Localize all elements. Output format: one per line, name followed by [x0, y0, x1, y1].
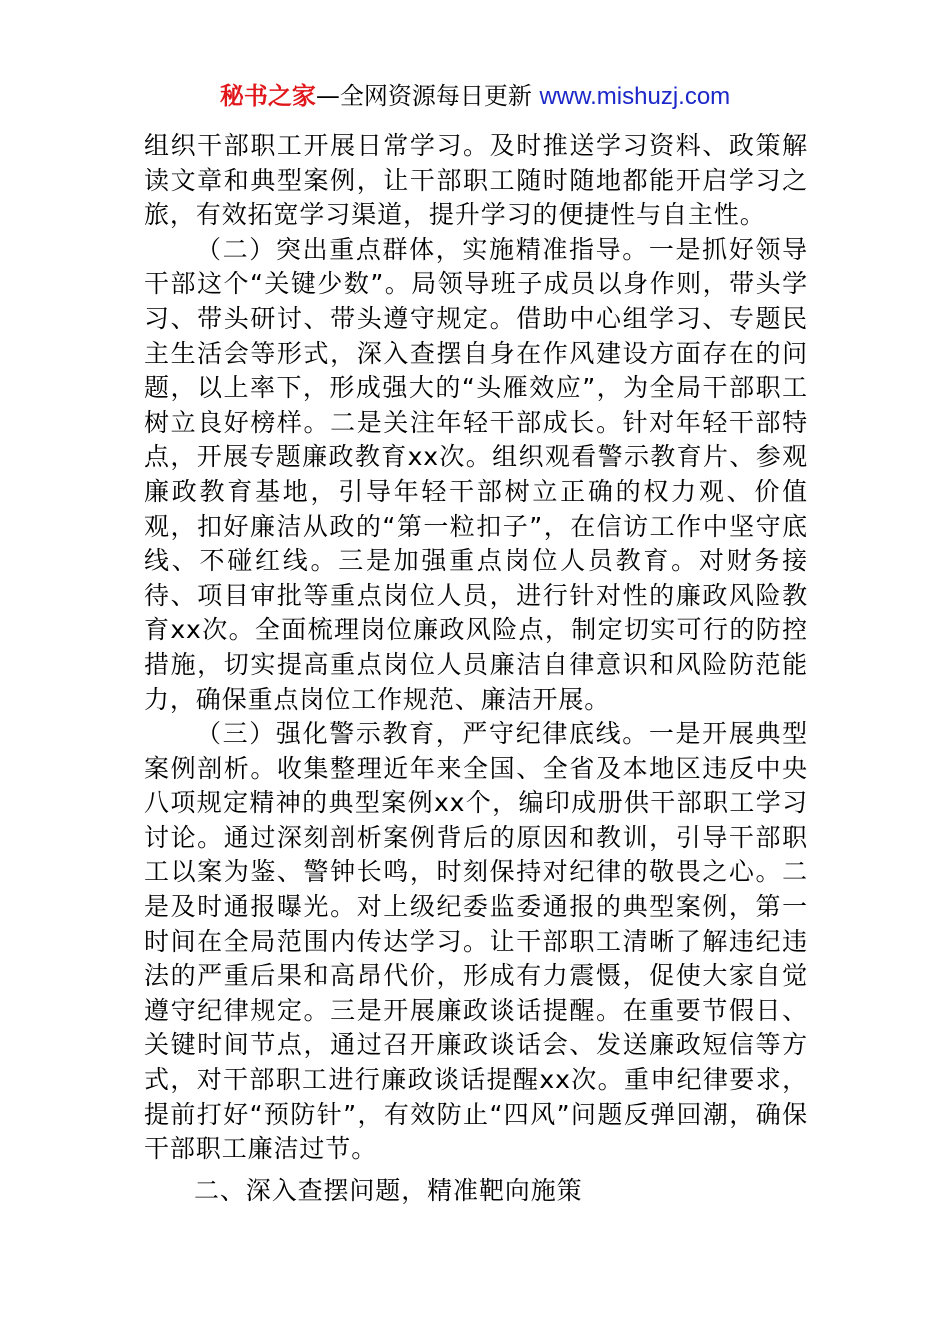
site-url-link[interactable]: www.mishuzj.com: [539, 83, 731, 110]
section-heading: 二、深入查摆问题，精准靶向施策: [194, 1175, 583, 1205]
header-tagline: —全网资源每日更新: [315, 82, 540, 110]
paragraph-warning-education: （三）强化警示教育，严守纪律底线。一是开展典型案例剖析。收集整理近年来全国、全省及本地区违反中央八项规定精神的典型案例xx个，编印成册供干部职工学习讨论。通过深刻剖析案例背后的原因和教训，引导干部职工以案为鉴、警钟长鸣，时刻保持对纪律的敬畏之心。二是及时通报曝光。对上级纪委监委通报的典型案例，第一时间在全局范围内传达学习。让干部职工清晰了解违纪违法的严重后果和高昂代价，形成有力震慑，促使大家自觉遵守纪律规定。三是开展廉政谈话提醒。在重要节假日、关键时间节点，通过召开廉政谈话会、发送廉政短信等方式，对干部职工进行廉政谈话提醒xx次。重申纪律要求，提前打好“预防针”，有效防止“四风”问题反弹回潮，确保干部职工廉洁过节。: [144, 719, 808, 1164]
brand-name: 秘书之家: [219, 82, 316, 110]
site-header: [0, 78, 950, 115]
paragraph-continuation: 组织干部职工开展日常学习。及时推送学习资料、政策解读文章和典型案例，让干部职工随时随地都能开启学习之旅，有效拓宽学习渠道，提升学习的便捷性与自主性。: [144, 131, 808, 230]
paragraph-key-groups: （二）突出重点群体，实施精准指导。一是抓好领导干部这个“关键少数”。局领导班子成员以身作则，带头学习、带头研讨、带头遵守规定。借助中心组学习、专题民主生活会等形式，深入查摆自身在作风建设方面存在的问题，以上率下，形成强大的“头雁效应”，为全局干部职工树立良好榜样。二是关注年轻干部成长。针对年轻干部特点，开展专题廉政教育xx次。组织观看警示教育片、参观廉政教育基地，引导年轻干部树立正确的权力观、价值观，扣好廉洁从政的“第一粒扣子”，在信访工作中坚守底线、不碰红线。三是加强重点岗位人员教育。对财务接待、项目审批等重点岗位人员，进行针对性的廉政风险教育xx次。全面梳理岗位廉政风险点，制定切实可行的防控措施，切实提高重点岗位人员廉洁自律意识和风险防范能力，确保重点岗位工作规范、廉洁开展。: [144, 234, 808, 714]
document-body: [144, 129, 808, 1209]
